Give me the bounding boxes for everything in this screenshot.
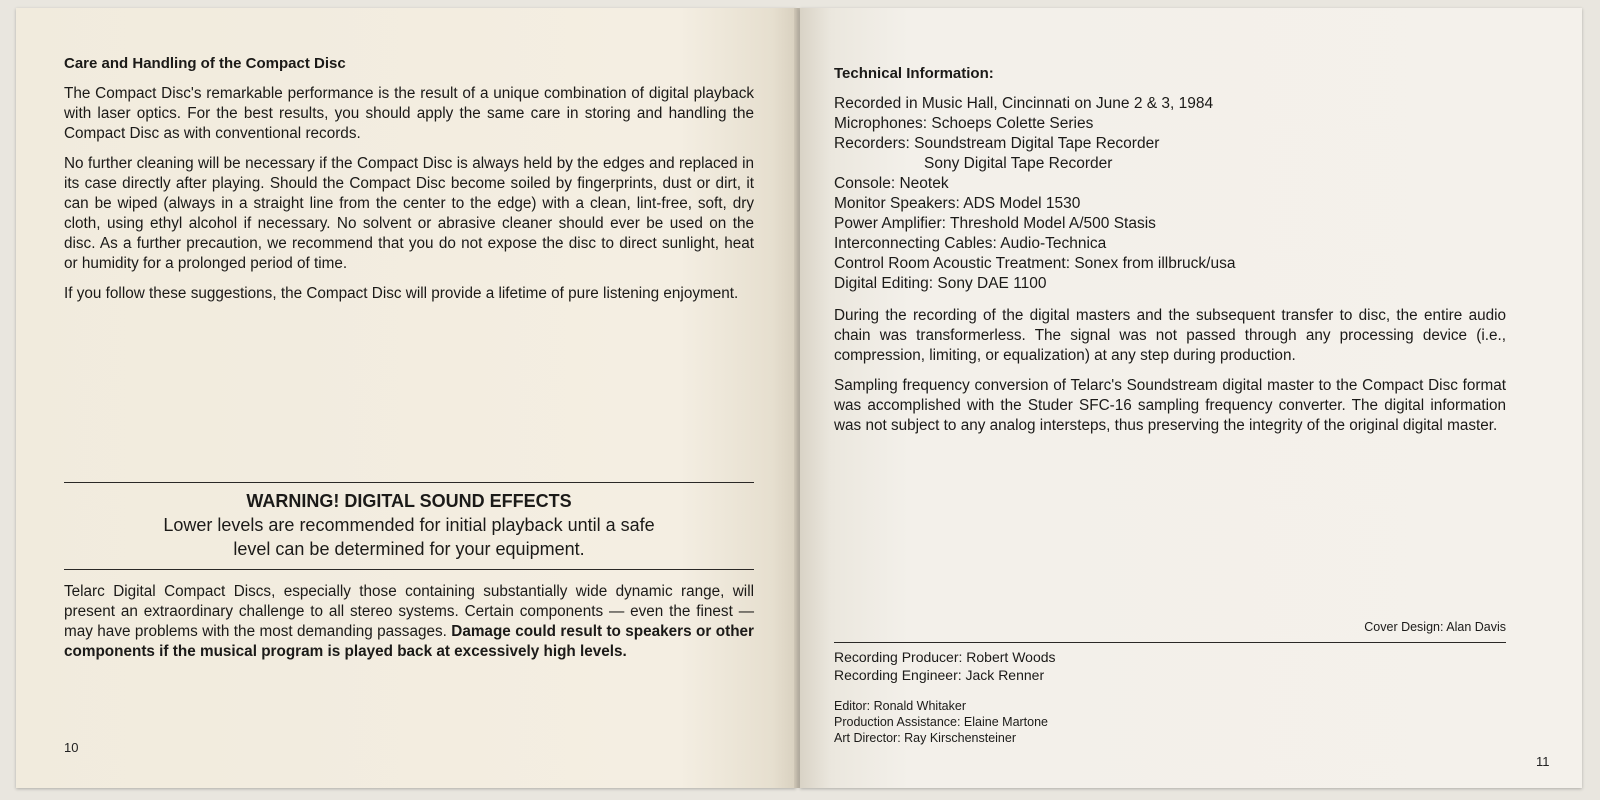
credit-editor: Editor: Ronald Whitaker [834, 699, 967, 713]
right-page [800, 8, 1582, 788]
tech-item-acoustic-treatment: Control Room Acoustic Treatment: Sonex from illbruck/usa [834, 255, 1236, 272]
tech-item-power-amplifier: Power Amplifier: Threshold Model A/500 Stasis [834, 215, 1156, 232]
page-number-right: 11 [1536, 754, 1550, 769]
warning-title: WARNING! DIGITAL SOUND EFFECTS [246, 491, 572, 511]
closing-bold-text: Damage could result to speakers or other components if the musical program is played back at excessively high levels. [64, 623, 754, 660]
right-page-content [834, 64, 1506, 446]
closing-normal-text: Telarc Digital Compact Discs, especially those containing substantially wide dynamic range, will present an extraordinary challenge to all stereo systems. Certain components — even the finest — may have problems with the most demanding passages. [64, 583, 754, 640]
page-number-left: 10 [64, 740, 79, 755]
closing-paragraph [64, 582, 754, 662]
tech-item-monitor-speakers: Monitor Speakers: ADS Model 1530 [834, 195, 1081, 212]
tech-item-cables: Interconnecting Cables: Audio-Technica [834, 235, 1107, 252]
credit-recording-engineer: Recording Engineer: Jack Renner [834, 667, 1045, 683]
credit-recording-producer: Recording Producer: Robert Woods [834, 649, 1056, 665]
tech-item-console: Console: Neotek [834, 175, 949, 192]
technical-paragraph-1: During the recording of the digital masters and the subsequent transfer to disc, the entire audio chain was transformerless. The signal was not passed through any processing device (i.e., compression, limiting, or equalization) at any step during production. [834, 307, 1506, 364]
warning-text: Lower levels are recommended for initial playback until a safe level can be determined for your equipment. [163, 515, 655, 559]
technical-info-list [834, 94, 1506, 294]
technical-paragraph-2: Sampling frequency conversion of Telarc's Soundstream digital master to the Compact Disc format was accomplished with the Studer SFC-16 sampling frequency converter. The digital information was not subject to any analog intersteps, thus preserving the integrity of the original digital master. [834, 377, 1506, 434]
care-paragraph-1: The Compact Disc's remarkable performance is the result of a unique combination of digital playback with laser optics. For the best results, you should apply the same care in storing and handling the Compact Disc as with conventional records. [64, 85, 754, 142]
tech-item-microphones: Microphones: Schoeps Colette Series [834, 115, 1094, 132]
left-page [16, 8, 796, 788]
tech-item-recorders: Recorders: Soundstream Digital Tape Recorder [834, 135, 1160, 152]
left-page-content [64, 54, 754, 672]
credit-art-director: Art Director: Ray Kirschensteiner [834, 731, 1017, 745]
care-paragraph-2: No further cleaning will be necessary if the Compact Disc is always held by the edges and replaced in its case directly after playing. Should the Compact Disc become soiled by fingerprints, dust or dirt, it can be wiped (always in a straight line from the center to the edge) with a clean, lint-free, soft, dry cloth, using ethyl alcohol if necessary. No solvent or abrasive cleaner should ever be used on the disc. As a further precaution, we recommend that you do not expose the disc to direct sunlight, heat or humidity for a prolonged period of time. [64, 155, 754, 272]
tech-item-recorders-2: Sony Digital Tape Recorder [924, 155, 1113, 172]
tech-item-recorded: Recorded in Music Hall, Cincinnati on June 2 & 3, 1984 [834, 95, 1214, 112]
care-handling-heading: Care and Handling of the Compact Disc [64, 55, 346, 72]
technical-info-heading: Technical Information: [834, 65, 994, 82]
care-paragraph-3: If you follow these suggestions, the Compact Disc will provide a lifetime of pure listening enjoyment. [64, 285, 739, 302]
cover-design-credit: Cover Design: Alan Davis [1364, 620, 1506, 634]
warning-box [64, 482, 754, 570]
recording-credits [834, 648, 1056, 684]
tech-item-digital-editing: Digital Editing: Sony DAE 1100 [834, 275, 1047, 292]
credit-production-assistance: Production Assistance: Elaine Martone [834, 715, 1049, 729]
credits-divider [834, 642, 1506, 643]
production-credits [834, 698, 1048, 746]
